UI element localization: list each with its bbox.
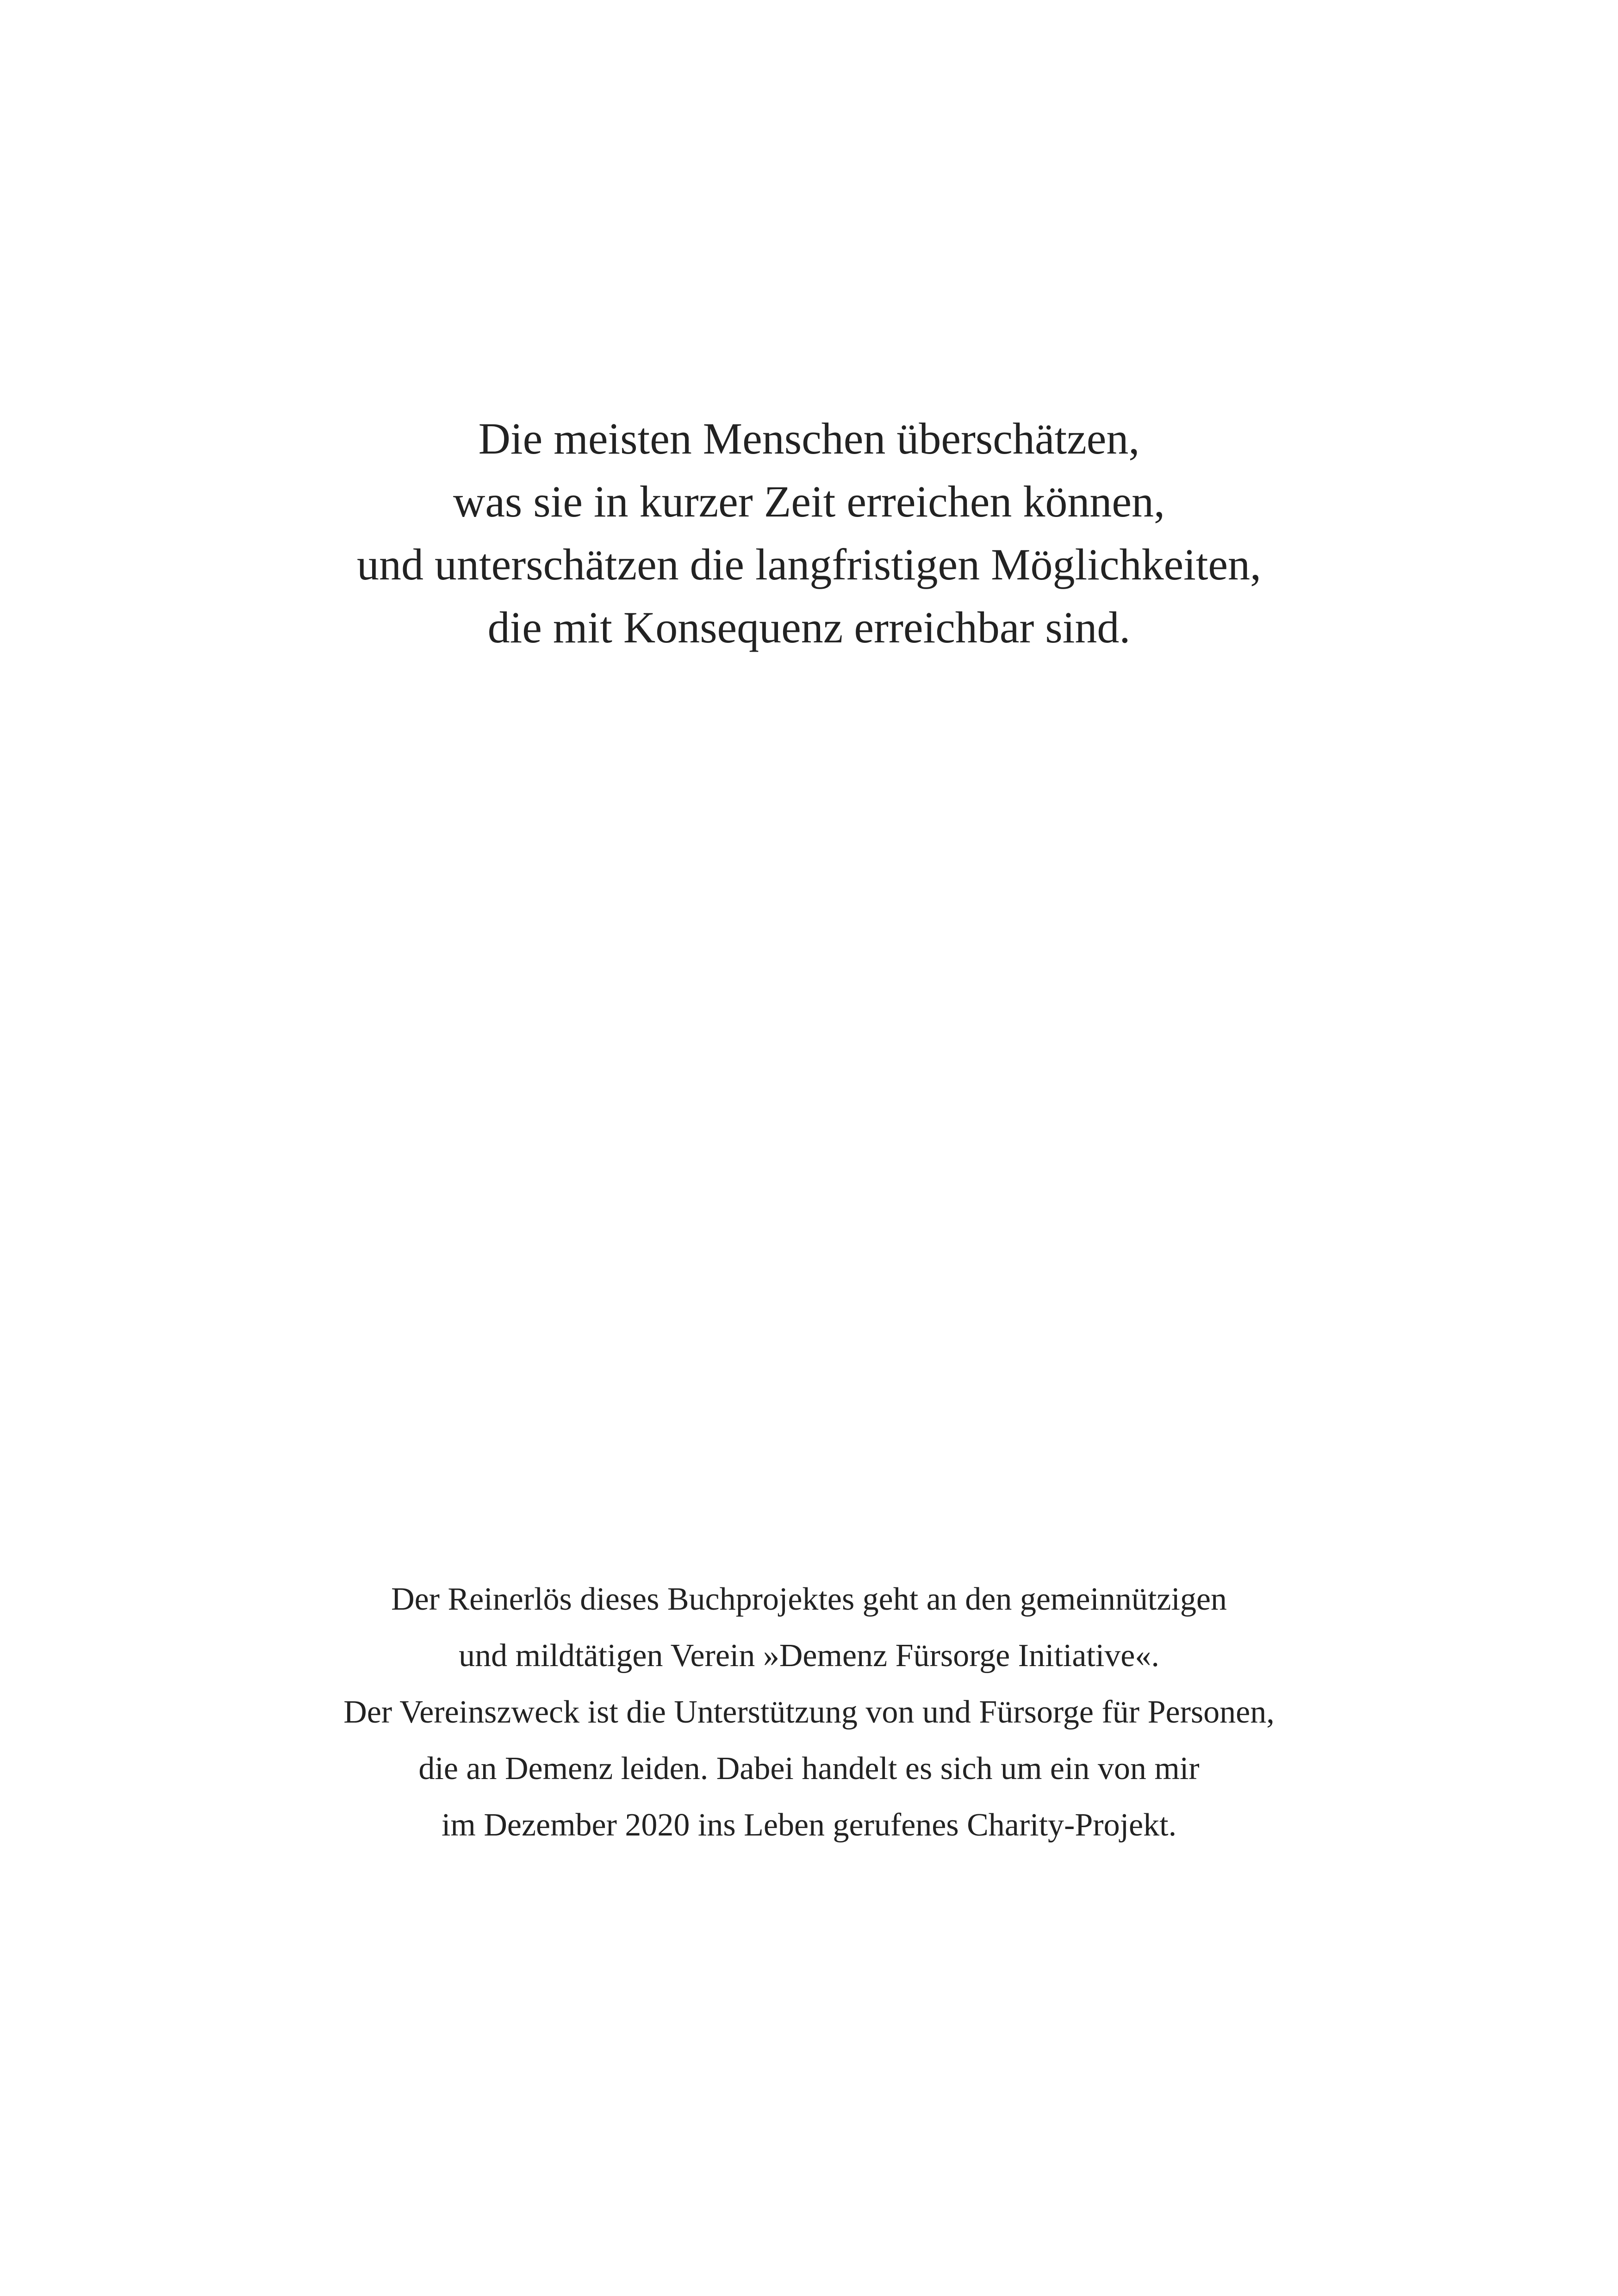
quote-line: was sie in kurzer Zeit erreichen können,: [453, 477, 1165, 526]
note-line: die an Demenz leiden. Dabei handelt es sich um ein von mir: [418, 1751, 1200, 1786]
note-line: Der Vereinszweck ist die Unterstützung von und Fürsorge für Personen,: [343, 1694, 1275, 1730]
note-line: im Dezember 2020 ins Leben gerufenes Charity-Projekt.: [441, 1807, 1177, 1843]
charity-note: [0, 1571, 1618, 1854]
note-line: Der Reinerlös dieses Buchprojektes geht an den gemeinnützigen: [391, 1581, 1227, 1617]
quote-line: die mit Konsequenz erreichbar sind.: [487, 603, 1131, 652]
epigraph-quote: [0, 407, 1618, 659]
note-line: und mildtätigen Verein »Demenz Fürsorge Initiative«.: [459, 1638, 1159, 1674]
quote-line: und unterschätzen die langfristigen Möglichkeiten,: [356, 540, 1262, 589]
quote-line: Die meisten Menschen überschätzen,: [478, 414, 1140, 463]
